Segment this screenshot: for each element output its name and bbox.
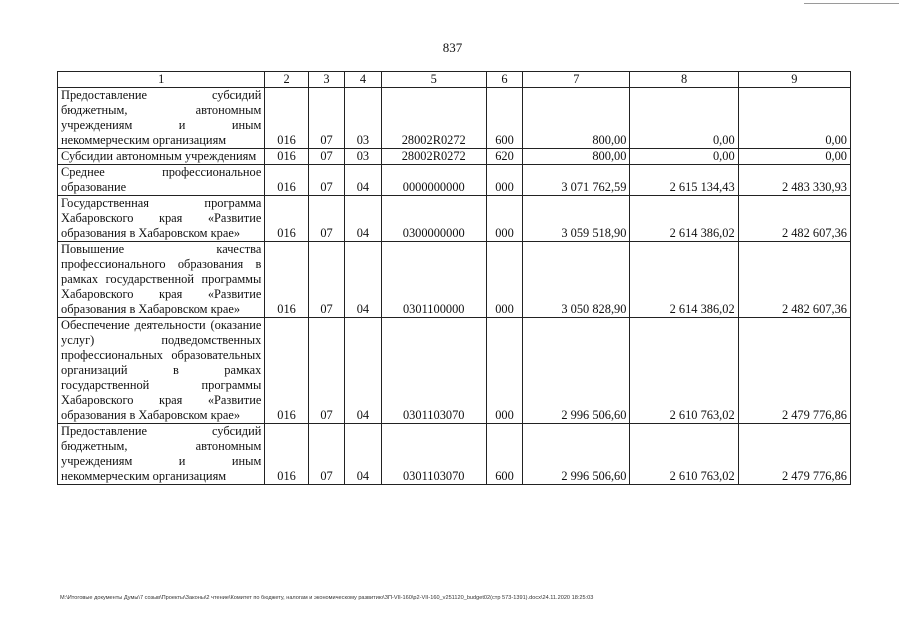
amount-year3-cell: 2 482 607,36 (738, 242, 850, 318)
amount-year3-cell: 2 482 607,36 (738, 196, 850, 242)
table-row (58, 242, 851, 318)
amount-year2-cell: 0,00 (630, 149, 738, 165)
target-article-cell: 28002R0272 (381, 88, 486, 149)
amount-year1-cell: 3 050 828,90 (523, 242, 630, 318)
footer-file-path: M:\Итоговые документы Думы\7 созыв\Проекты\Законы\2 чтение\Комитет по бюджету, налогам и экономическому развитию\ЗП-VII-160\p2-VII-160_v251120_budget02(стр 573-1391).docx\24.11.2020 18:25:03 (60, 595, 594, 601)
section-code-cell: 07 (308, 165, 344, 196)
amount-year2-cell: 2 614 386,02 (630, 242, 738, 318)
target-article-cell: 0301103070 (381, 424, 486, 485)
column-header: 3 (308, 72, 344, 88)
target-article-cell: 28002R0272 (381, 149, 486, 165)
subsection-code-cell: 03 (345, 149, 381, 165)
grbs-code-cell: 016 (265, 165, 308, 196)
grbs-code-cell: 016 (265, 196, 308, 242)
table-row (58, 196, 851, 242)
column-header: 7 (523, 72, 630, 88)
row-name-cell: Среднее профессиональное образование (58, 165, 265, 196)
amount-year2-cell: 2 614 386,02 (630, 196, 738, 242)
table-row (58, 88, 851, 149)
expense-type-cell: 000 (486, 318, 522, 424)
corner-rule (804, 3, 899, 4)
subsection-code-cell: 03 (345, 88, 381, 149)
target-article-cell: 0000000000 (381, 165, 486, 196)
amount-year2-cell: 2 615 134,43 (630, 165, 738, 196)
amount-year3-cell: 0,00 (738, 88, 850, 149)
column-header: 9 (738, 72, 850, 88)
row-name-cell: Обеспечение деятельности (оказание услуг) подведомственных профессиональных образовательных организаций в рамках государственной программы Хабаровского края «Развитие образования в Хабаровском крае» (58, 318, 265, 424)
row-name-cell: Государственная программа Хабаровского края «Развитие образования в Хабаровском крае» (58, 196, 265, 242)
row-name-cell: Предоставление субсидий бюджетным, автономным учреждениям и иным некоммерческим организациям (58, 88, 265, 149)
grbs-code-cell: 016 (265, 242, 308, 318)
row-name-cell: Субсидии автономным учреждениям (58, 149, 265, 165)
expense-type-cell: 000 (486, 165, 522, 196)
table-row (58, 149, 851, 165)
page-number: 837 (442, 40, 463, 55)
amount-year3-cell: 0,00 (738, 149, 850, 165)
subsection-code-cell: 04 (345, 318, 381, 424)
subsection-code-cell: 04 (345, 196, 381, 242)
target-article-cell: 0300000000 (381, 196, 486, 242)
expense-type-cell: 600 (486, 88, 522, 149)
amount-year2-cell: 0,00 (630, 88, 738, 149)
amount-year2-cell: 2 610 763,02 (630, 424, 738, 485)
amount-year3-cell: 2 479 776,86 (738, 318, 850, 424)
budget-table (57, 71, 851, 485)
grbs-code-cell: 016 (265, 88, 308, 149)
column-header: 4 (345, 72, 381, 88)
column-header: 1 (58, 72, 265, 88)
section-code-cell: 07 (308, 242, 344, 318)
amount-year1-cell: 3 059 518,90 (523, 196, 630, 242)
expense-type-cell: 000 (486, 242, 522, 318)
amount-year1-cell: 2 996 506,60 (523, 318, 630, 424)
amount-year3-cell: 2 483 330,93 (738, 165, 850, 196)
section-code-cell: 07 (308, 318, 344, 424)
target-article-cell: 0301100000 (381, 242, 486, 318)
row-name-cell: Предоставление субсидий бюджетным, автономным учреждениям и иным некоммерческим организациям (58, 424, 265, 485)
amount-year1-cell: 800,00 (523, 149, 630, 165)
column-header: 8 (630, 72, 738, 88)
column-header: 6 (486, 72, 522, 88)
amount-year2-cell: 2 610 763,02 (630, 318, 738, 424)
subsection-code-cell: 04 (345, 424, 381, 485)
row-name-cell: Повышение качества профессионального образования в рамках государственной программы Хабаровского края «Развитие образования в Хабаровском крае» (58, 242, 265, 318)
amount-year3-cell: 2 479 776,86 (738, 424, 850, 485)
grbs-code-cell: 016 (265, 318, 308, 424)
amount-year1-cell: 800,00 (523, 88, 630, 149)
header-row (58, 72, 851, 88)
section-code-cell: 07 (308, 196, 344, 242)
amount-year1-cell: 3 071 762,59 (523, 165, 630, 196)
section-code-cell: 07 (308, 149, 344, 165)
section-code-cell: 07 (308, 424, 344, 485)
target-article-cell: 0301103070 (381, 318, 486, 424)
column-header: 5 (381, 72, 486, 88)
grbs-code-cell: 016 (265, 424, 308, 485)
section-code-cell: 07 (308, 88, 344, 149)
table-row (58, 318, 851, 424)
expense-type-cell: 600 (486, 424, 522, 485)
column-header: 2 (265, 72, 308, 88)
expense-type-cell: 620 (486, 149, 522, 165)
subsection-code-cell: 04 (345, 242, 381, 318)
amount-year1-cell: 2 996 506,60 (523, 424, 630, 485)
table-row (58, 424, 851, 485)
table-row (58, 165, 851, 196)
subsection-code-cell: 04 (345, 165, 381, 196)
grbs-code-cell: 016 (265, 149, 308, 165)
expense-type-cell: 000 (486, 196, 522, 242)
